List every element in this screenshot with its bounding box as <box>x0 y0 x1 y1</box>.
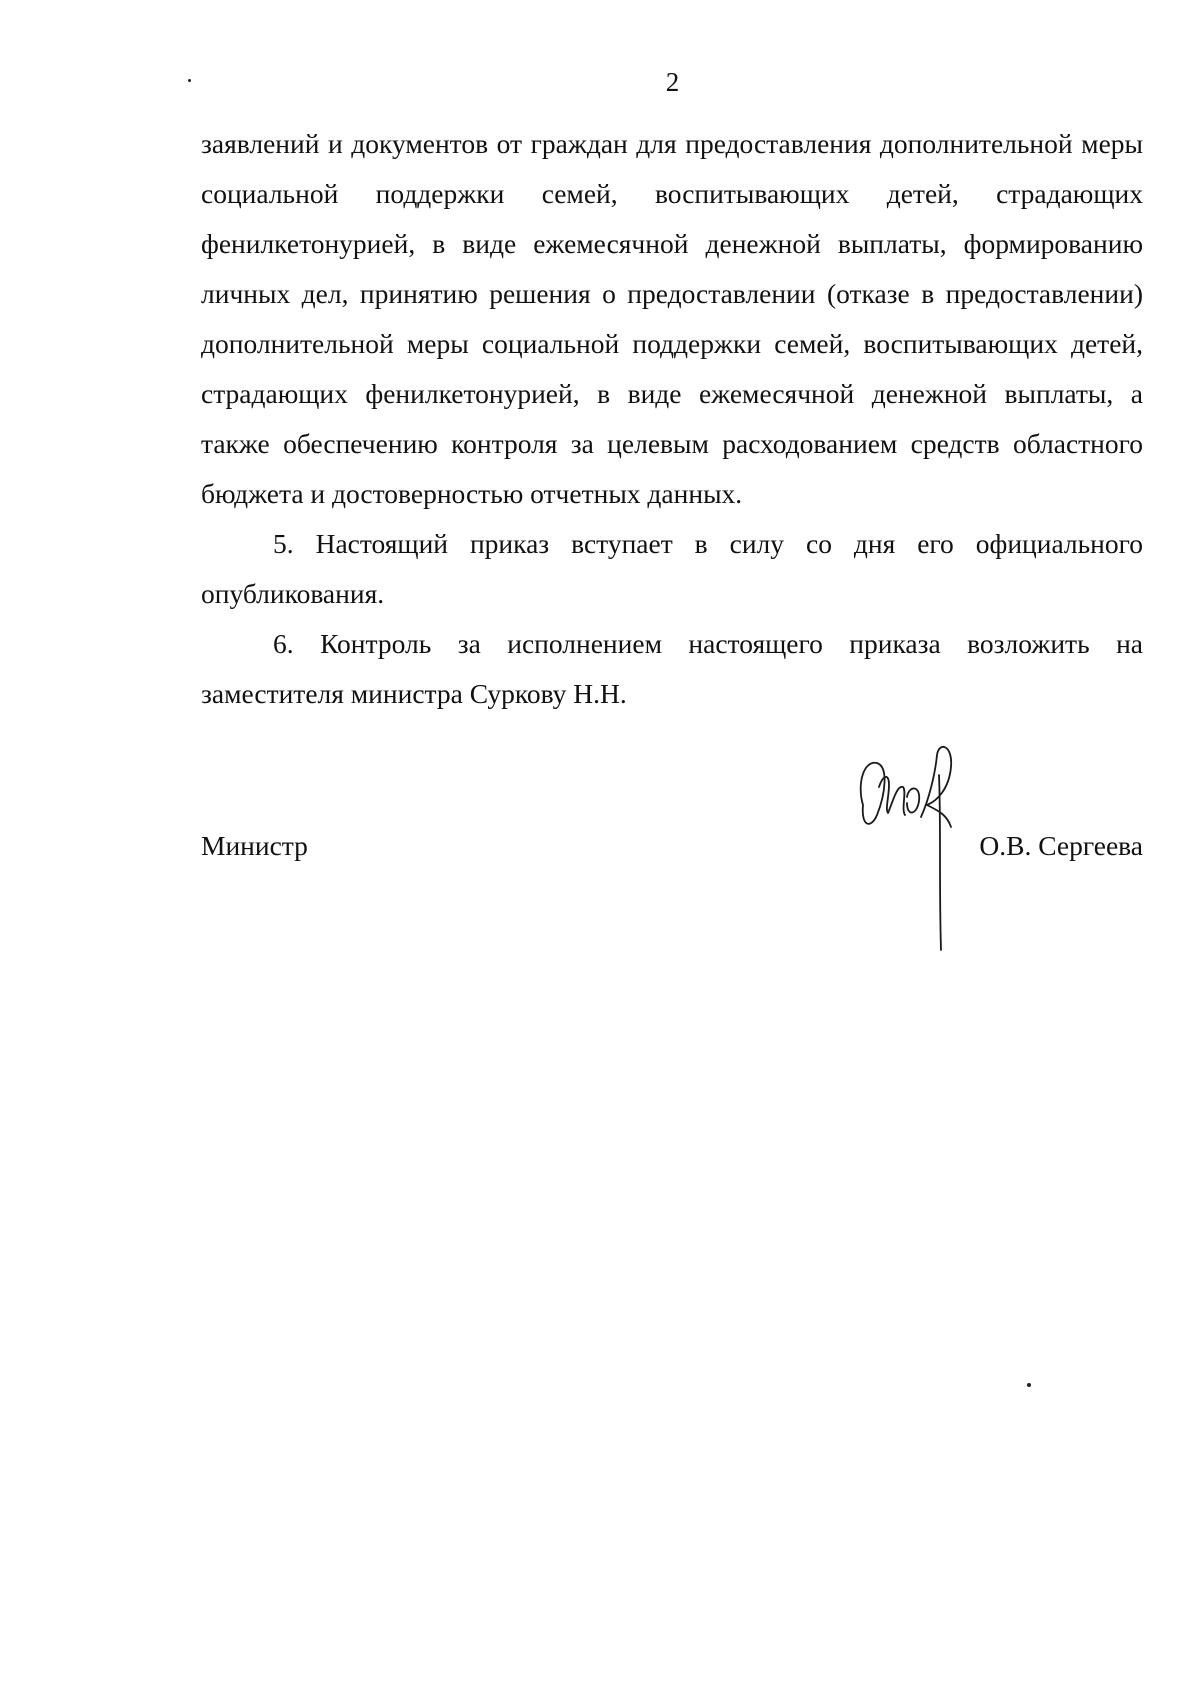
scan-speck <box>188 79 191 82</box>
document-body <box>201 119 1143 719</box>
paragraph-item-6: 6. Контроль за исполнением настоящего приказа возложить на заместителя министра Суркову Н.Н. <box>201 628 1143 709</box>
paragraph-item-5: 5. Настоящий приказ вступает в силу со дня его официального опубликования. <box>201 528 1143 609</box>
paragraph-continuation: заявлений и документов от граждан для предоставления дополнительной меры социальной поддержки семей, воспитывающих детей, страдающих фенилкетонурией, в виде ежемесячной денежной выплаты, формированию личных дел, принятию решения о предоставлении (отказе в предоставлении) дополнительной меры социальной поддержки семей, воспитывающих детей, страдающих фенилкетонурией, в виде ежемесячной денежной выплаты, а также обеспечению контроля за целевым расходованием средств областного бюджета и достоверностью отчетных данных. <box>201 128 1143 509</box>
signer-title: Министр <box>201 830 308 861</box>
page-number: 2 <box>665 67 680 97</box>
signature-block <box>201 826 1143 866</box>
signer-name: О.В. Сергеева <box>979 830 1143 861</box>
scan-speck <box>1027 1383 1031 1387</box>
